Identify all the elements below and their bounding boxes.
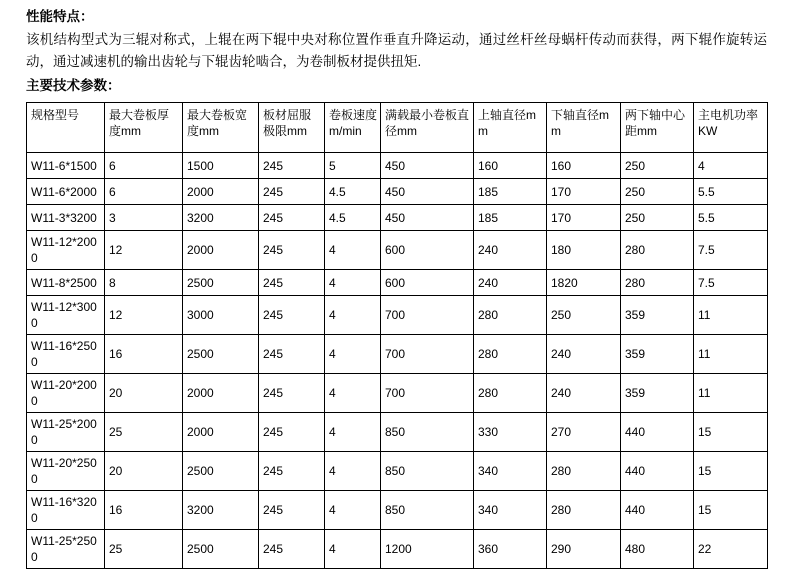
table-row [27, 231, 768, 270]
table-row [27, 205, 768, 231]
cell-model: W11-16*2500 [27, 335, 105, 374]
cell-yield-limit: 245 [259, 205, 325, 231]
section-heading: 性能特点： [26, 9, 94, 24]
cell-lower-shaft: 240 [547, 374, 621, 413]
cell-center-distance: 480 [621, 530, 694, 569]
cell-yield-limit: 245 [259, 452, 325, 491]
table-row [27, 270, 768, 296]
spec-table-container [0, 102, 791, 569]
column-header-lower-shaft: 下轴直径mm [547, 103, 621, 153]
cell-center-distance: 250 [621, 205, 694, 231]
column-header-motor-power: 主电机功率KW [694, 103, 768, 153]
cell-max-thickness: 20 [105, 374, 183, 413]
cell-lower-shaft: 270 [547, 413, 621, 452]
cell-upper-shaft: 330 [474, 413, 547, 452]
cell-yield-limit: 245 [259, 335, 325, 374]
cell-center-distance: 440 [621, 413, 694, 452]
cell-max-width: 2000 [183, 413, 259, 452]
table-row [27, 296, 768, 335]
cell-yield-limit: 245 [259, 270, 325, 296]
specs-heading: 主要技术参数： [26, 78, 121, 93]
table-header [27, 103, 768, 153]
cell-max-thickness: 12 [105, 231, 183, 270]
cell-upper-shaft: 185 [474, 205, 547, 231]
cell-max-thickness: 3 [105, 205, 183, 231]
cell-min-diameter: 450 [381, 205, 474, 231]
cell-yield-limit: 245 [259, 374, 325, 413]
cell-max-width: 3200 [183, 491, 259, 530]
cell-lower-shaft: 1820 [547, 270, 621, 296]
cell-yield-limit: 245 [259, 530, 325, 569]
cell-speed: 4 [325, 296, 381, 335]
cell-max-width: 3200 [183, 205, 259, 231]
table-row [27, 413, 768, 452]
cell-speed: 4 [325, 335, 381, 374]
table-row [27, 491, 768, 530]
cell-lower-shaft: 160 [547, 153, 621, 179]
cell-speed: 4 [325, 374, 381, 413]
cell-motor-power: 5.5 [694, 205, 768, 231]
cell-motor-power: 4 [694, 153, 768, 179]
cell-min-diameter: 700 [381, 335, 474, 374]
cell-center-distance: 280 [621, 270, 694, 296]
cell-speed: 4.5 [325, 179, 381, 205]
cell-min-diameter: 700 [381, 296, 474, 335]
cell-model: W11-25*2000 [27, 413, 105, 452]
cell-max-width: 2000 [183, 179, 259, 205]
cell-motor-power: 15 [694, 491, 768, 530]
column-header-model: 规格型号 [27, 103, 105, 153]
cell-upper-shaft: 185 [474, 179, 547, 205]
cell-lower-shaft: 250 [547, 296, 621, 335]
cell-upper-shaft: 340 [474, 452, 547, 491]
table-row [27, 452, 768, 491]
cell-max-thickness: 12 [105, 296, 183, 335]
cell-model: W11-12*2000 [27, 231, 105, 270]
cell-motor-power: 7.5 [694, 270, 768, 296]
cell-max-width: 2500 [183, 452, 259, 491]
cell-motor-power: 11 [694, 296, 768, 335]
cell-min-diameter: 850 [381, 491, 474, 530]
cell-center-distance: 359 [621, 335, 694, 374]
cell-upper-shaft: 280 [474, 296, 547, 335]
cell-min-diameter: 1200 [381, 530, 474, 569]
cell-model: W11-6*1500 [27, 153, 105, 179]
cell-max-thickness: 25 [105, 530, 183, 569]
cell-max-thickness: 8 [105, 270, 183, 296]
cell-lower-shaft: 280 [547, 452, 621, 491]
cell-speed: 4 [325, 452, 381, 491]
cell-speed: 5 [325, 153, 381, 179]
cell-max-width: 2000 [183, 374, 259, 413]
table-row [27, 374, 768, 413]
cell-min-diameter: 600 [381, 270, 474, 296]
cell-model: W11-20*2500 [27, 452, 105, 491]
cell-model: W11-8*2500 [27, 270, 105, 296]
cell-motor-power: 5.5 [694, 179, 768, 205]
cell-center-distance: 440 [621, 491, 694, 530]
cell-speed: 4 [325, 270, 381, 296]
table-row [27, 153, 768, 179]
cell-min-diameter: 850 [381, 413, 474, 452]
cell-yield-limit: 245 [259, 296, 325, 335]
cell-max-width: 2500 [183, 270, 259, 296]
cell-model: W11-20*2000 [27, 374, 105, 413]
cell-upper-shaft: 240 [474, 270, 547, 296]
cell-center-distance: 359 [621, 296, 694, 335]
cell-motor-power: 11 [694, 335, 768, 374]
cell-motor-power: 11 [694, 374, 768, 413]
cell-lower-shaft: 180 [547, 231, 621, 270]
cell-speed: 4.5 [325, 205, 381, 231]
intro-paragraph: 该机结构型式为三辊对称式，上辊在两下辊中央对称位置作垂直升降运动，通过丝杆丝母蜗杆传动而获得，两下辊作旋转运动，通过减速机的输出齿轮与下辊齿轮啮合，为卷制板材提供扭矩. [26, 32, 767, 69]
cell-speed: 4 [325, 413, 381, 452]
cell-max-thickness: 16 [105, 335, 183, 374]
column-header-max-width: 最大卷板宽度mm [183, 103, 259, 153]
cell-center-distance: 250 [621, 153, 694, 179]
column-header-center-distance: 两下轴中心距mm [621, 103, 694, 153]
cell-min-diameter: 850 [381, 452, 474, 491]
table-header-row [27, 103, 768, 153]
cell-center-distance: 250 [621, 179, 694, 205]
cell-upper-shaft: 340 [474, 491, 547, 530]
cell-motor-power: 15 [694, 413, 768, 452]
column-header-yield-limit: 板材屈服极限mm [259, 103, 325, 153]
cell-motor-power: 15 [694, 452, 768, 491]
column-header-upper-shaft: 上轴直径mm [474, 103, 547, 153]
cell-max-width: 2000 [183, 231, 259, 270]
cell-upper-shaft: 240 [474, 231, 547, 270]
cell-upper-shaft: 360 [474, 530, 547, 569]
column-header-max-thickness: 最大卷板厚度mm [105, 103, 183, 153]
cell-max-thickness: 6 [105, 153, 183, 179]
table-body [27, 153, 768, 569]
cell-max-thickness: 16 [105, 491, 183, 530]
cell-max-width: 2500 [183, 530, 259, 569]
cell-min-diameter: 700 [381, 374, 474, 413]
table-row [27, 335, 768, 374]
cell-yield-limit: 245 [259, 413, 325, 452]
intro-section [0, 0, 791, 97]
cell-upper-shaft: 160 [474, 153, 547, 179]
cell-yield-limit: 245 [259, 491, 325, 530]
cell-model: W11-6*2000 [27, 179, 105, 205]
cell-speed: 4 [325, 530, 381, 569]
column-header-speed: 卷板速度m/min [325, 103, 381, 153]
cell-yield-limit: 245 [259, 231, 325, 270]
specification-table [26, 102, 768, 569]
column-header-min-diameter: 满载最小卷板直径mm [381, 103, 474, 153]
cell-model: W11-3*3200 [27, 205, 105, 231]
table-row [27, 530, 768, 569]
cell-lower-shaft: 290 [547, 530, 621, 569]
cell-lower-shaft: 170 [547, 205, 621, 231]
cell-max-width: 1500 [183, 153, 259, 179]
cell-motor-power: 7.5 [694, 231, 768, 270]
cell-center-distance: 359 [621, 374, 694, 413]
cell-yield-limit: 245 [259, 153, 325, 179]
cell-min-diameter: 450 [381, 179, 474, 205]
cell-center-distance: 280 [621, 231, 694, 270]
cell-max-thickness: 20 [105, 452, 183, 491]
cell-model: W11-25*2500 [27, 530, 105, 569]
cell-yield-limit: 245 [259, 179, 325, 205]
cell-model: W11-16*3200 [27, 491, 105, 530]
cell-speed: 4 [325, 491, 381, 530]
cell-max-thickness: 25 [105, 413, 183, 452]
cell-lower-shaft: 170 [547, 179, 621, 205]
cell-upper-shaft: 280 [474, 335, 547, 374]
cell-lower-shaft: 240 [547, 335, 621, 374]
table-row [27, 179, 768, 205]
cell-center-distance: 440 [621, 452, 694, 491]
cell-model: W11-12*3000 [27, 296, 105, 335]
cell-max-width: 3000 [183, 296, 259, 335]
cell-min-diameter: 450 [381, 153, 474, 179]
cell-max-thickness: 6 [105, 179, 183, 205]
cell-motor-power: 22 [694, 530, 768, 569]
cell-speed: 4 [325, 231, 381, 270]
cell-upper-shaft: 280 [474, 374, 547, 413]
cell-max-width: 2500 [183, 335, 259, 374]
cell-min-diameter: 600 [381, 231, 474, 270]
cell-lower-shaft: 280 [547, 491, 621, 530]
